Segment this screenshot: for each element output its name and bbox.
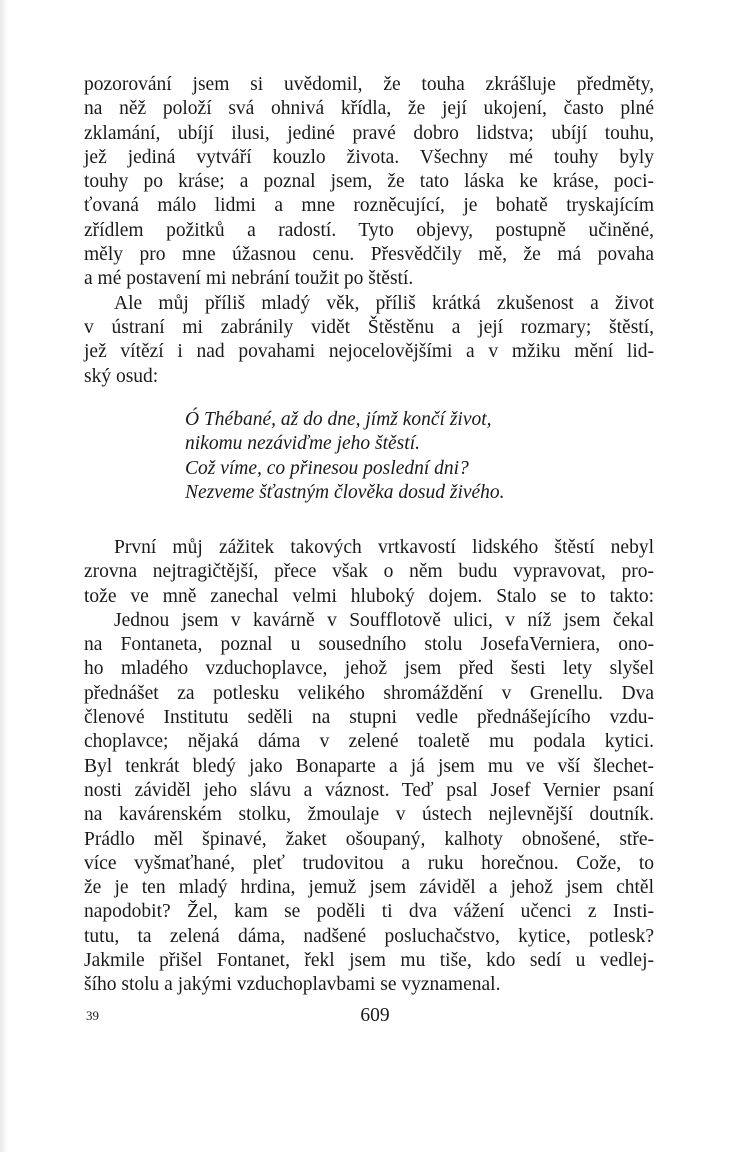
poem-verse: Což víme, co přinesou poslední dni? bbox=[185, 457, 469, 479]
text-line: napodobit? Žel, kam se poděli ti dva vážení učenci z Insti- bbox=[84, 901, 654, 923]
text-line: že je ten mladý hrdina, jemuž jsem záviděl a jehož jsem chtěl bbox=[84, 877, 654, 899]
text-line: tože ve mně zanechal velmi hluboký dojem. Stalo se to takto: bbox=[84, 585, 654, 607]
text-line: choplavce; nějaká dáma v zelené toaletě mu podala kytici. bbox=[84, 731, 654, 753]
text-line: a mé postavení mi nebrání toužit po štěstí. bbox=[84, 268, 414, 290]
text-line: členové Institutu seděli na stupni vedle přednášejícího vzdu- bbox=[84, 707, 654, 729]
text-line: na kavárenském stolku, žmoulaje v ústech nejlevnější doutník. bbox=[84, 804, 654, 826]
text-line: Jakmile přišel Fontanet, řekl jsem mu tiše, kdo sedí u vedlej- bbox=[84, 950, 654, 972]
page-number: 609 bbox=[360, 1005, 390, 1026]
body-text-bottom bbox=[84, 536, 654, 998]
text-line: na něž položí svá ohnivá křídla, že její ukojení, často plné bbox=[84, 98, 654, 120]
text-line: touhy po kráse; a poznal jsem, že tato láska ke kráse, poci- bbox=[84, 171, 654, 193]
text-line: jež jediná vytváří kouzlo života. Všechny mé touhy byly bbox=[84, 146, 654, 168]
poem-verse: Nezveme šťastným člověka dosud živého. bbox=[185, 481, 505, 503]
text-line: ský osud: bbox=[84, 365, 159, 387]
text-line: pozorování jsem si uvědomil, že touha zkrášluje předměty, bbox=[84, 74, 654, 95]
body-text-top bbox=[84, 73, 654, 389]
text-line: nosti záviděl jeho slávu a váznost. Teď psal Josef Vernier psaní bbox=[84, 779, 654, 801]
text-line: šího stolu a jakými vzduchoplavbami se vyznamenal. bbox=[84, 974, 501, 996]
text-line: zrovna nejtragičtější, přece však o něm budu vypravovat, pro- bbox=[84, 561, 654, 583]
text-line: Jednou jsem v kavárně v Soufflotově ulici, v níž jsem čekal bbox=[114, 609, 654, 631]
text-line: zřídlem požitků a radostí. Tyto objevy, postupně učiněné, bbox=[84, 219, 654, 241]
signature-mark: 39 bbox=[86, 1008, 99, 1023]
text-line: Byl tenkrát bledý jako Bonaparte a já jsem mu ve vší šlechet- bbox=[84, 755, 654, 777]
poem-quote bbox=[185, 408, 585, 505]
text-line: jež vítězí i nad povahami nejocelovějšími a v mžiku mění lid- bbox=[84, 341, 654, 363]
text-line: ho mladého vzduchoplavce, jehož jsem před šesti lety slyšel bbox=[84, 658, 654, 680]
text-line: v ústraní mi zabránily vidět Štěstěnu a její rozmary; štěstí, bbox=[84, 316, 654, 338]
poem-verse: Ó Thébané, až do dne, jímž končí život, bbox=[185, 409, 492, 430]
text-line: První můj zážitek takových vrtkavostí lidského štěstí nebyl bbox=[114, 537, 654, 558]
text-line: více vyšmaťhané, pleť trudovitou a ruku horečnou. Cože, to bbox=[84, 852, 654, 874]
poem-verse: nikomu nezáviďme jeho štěstí. bbox=[185, 433, 420, 455]
text-line: tutu, ta zelená dáma, nadšené posluchačstvo, kytice, potlesk? bbox=[84, 925, 654, 947]
text-line: ťovaná málo lidmi a mne rozněcující, je bohatě tryskajícím bbox=[84, 195, 654, 217]
text-line: na Fontaneta, poznal u sousedního stolu JosefaVerniera, ono- bbox=[84, 634, 654, 656]
text-line: měly pro mne úžasnou cenu. Přesvědčily mě, že má povaha bbox=[84, 244, 654, 266]
text-line: Prádlo měl špinavé, žaket ošoupaný, kalhoty obnošené, stře- bbox=[84, 828, 654, 850]
page-edge-shadow bbox=[0, 0, 8, 1152]
text-line: Ale můj příliš mladý věk, příliš krátká zkušenost a život bbox=[114, 292, 654, 314]
text-line: přednášet za potlesku velikého shromáždění v Grenellu. Dva bbox=[84, 682, 654, 704]
text-line: zklamání, ubíjí ilusi, jediné pravé dobro lidstva; ubíjí touhu, bbox=[84, 122, 654, 144]
